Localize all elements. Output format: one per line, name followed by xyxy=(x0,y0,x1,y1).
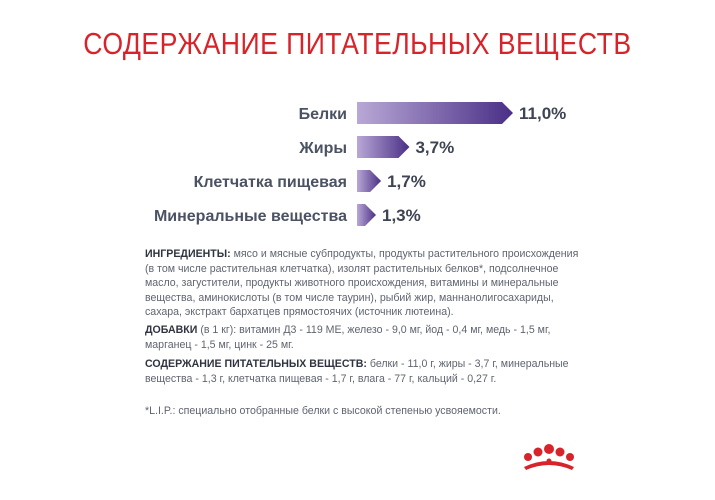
value-label: 1,7% xyxy=(387,172,426,191)
category-label: Минеральные вещества xyxy=(153,208,347,225)
page-title: СОДЕРЖАНИЕ ПИТАТЕЛЬНЫХ ВЕЩЕСТВ xyxy=(83,26,632,61)
category-label: Клетчатка пищевая xyxy=(193,174,347,191)
nutrients-label: СОДЕРЖАНИЕ ПИТАТЕЛЬНЫХ ВЕЩЕСТВ: xyxy=(145,358,367,370)
value-label: 3,7% xyxy=(415,138,455,157)
nutrient-bar-chart xyxy=(0,90,715,240)
additives-label: ДОБАВКИ xyxy=(145,324,198,336)
footnote: *L.I.P.: специально отобранные белки с высокой степенью усвояемости. xyxy=(145,405,501,417)
nutrients-paragraph xyxy=(145,357,585,386)
value-label: 11,0% xyxy=(519,104,567,123)
bar-3 xyxy=(357,204,376,226)
ingredients-text: мясо и мясные субпродукты, продукты растительного происхождения (в том числе растительная клетчатка), изолят растительных белков*, подсолнечное масло, загустители, продукты животного происхождения, витамины и минеральные вещества, аминокислоты (в том числе таурин), рыбий жир, маннанолигосахариды, сахара, экстракт бархатцев прямостоячих (источник лютеина). xyxy=(145,248,579,318)
bar-1 xyxy=(357,136,409,158)
royal-canin-crown-icon xyxy=(518,441,580,471)
category-label: Жиры xyxy=(299,140,347,157)
ingredients-paragraph xyxy=(145,247,585,320)
ingredients-label: ИНГРЕДИЕНТЫ: xyxy=(145,248,231,260)
nutrients-text: белки - 11,0 г, жиры - 3,7 г, минеральные вещества - 1,3 г, клетчатка пищевая - 1,7 г, влага - 77 г, кальций - 0,27 г. xyxy=(145,358,569,385)
bar-2 xyxy=(357,170,381,192)
category-label: Белки xyxy=(298,106,347,123)
additives-text: (в 1 кг): витамин Д3 - 119 МЕ, железо - 9,0 мг, йод - 0,4 мг, медь - 1,5 мг, марганец - 1,5 мг, цинк - 25 мг. xyxy=(145,324,551,351)
bar-0 xyxy=(357,102,513,124)
value-label: 1,3% xyxy=(382,206,421,225)
additives-paragraph xyxy=(145,323,585,352)
